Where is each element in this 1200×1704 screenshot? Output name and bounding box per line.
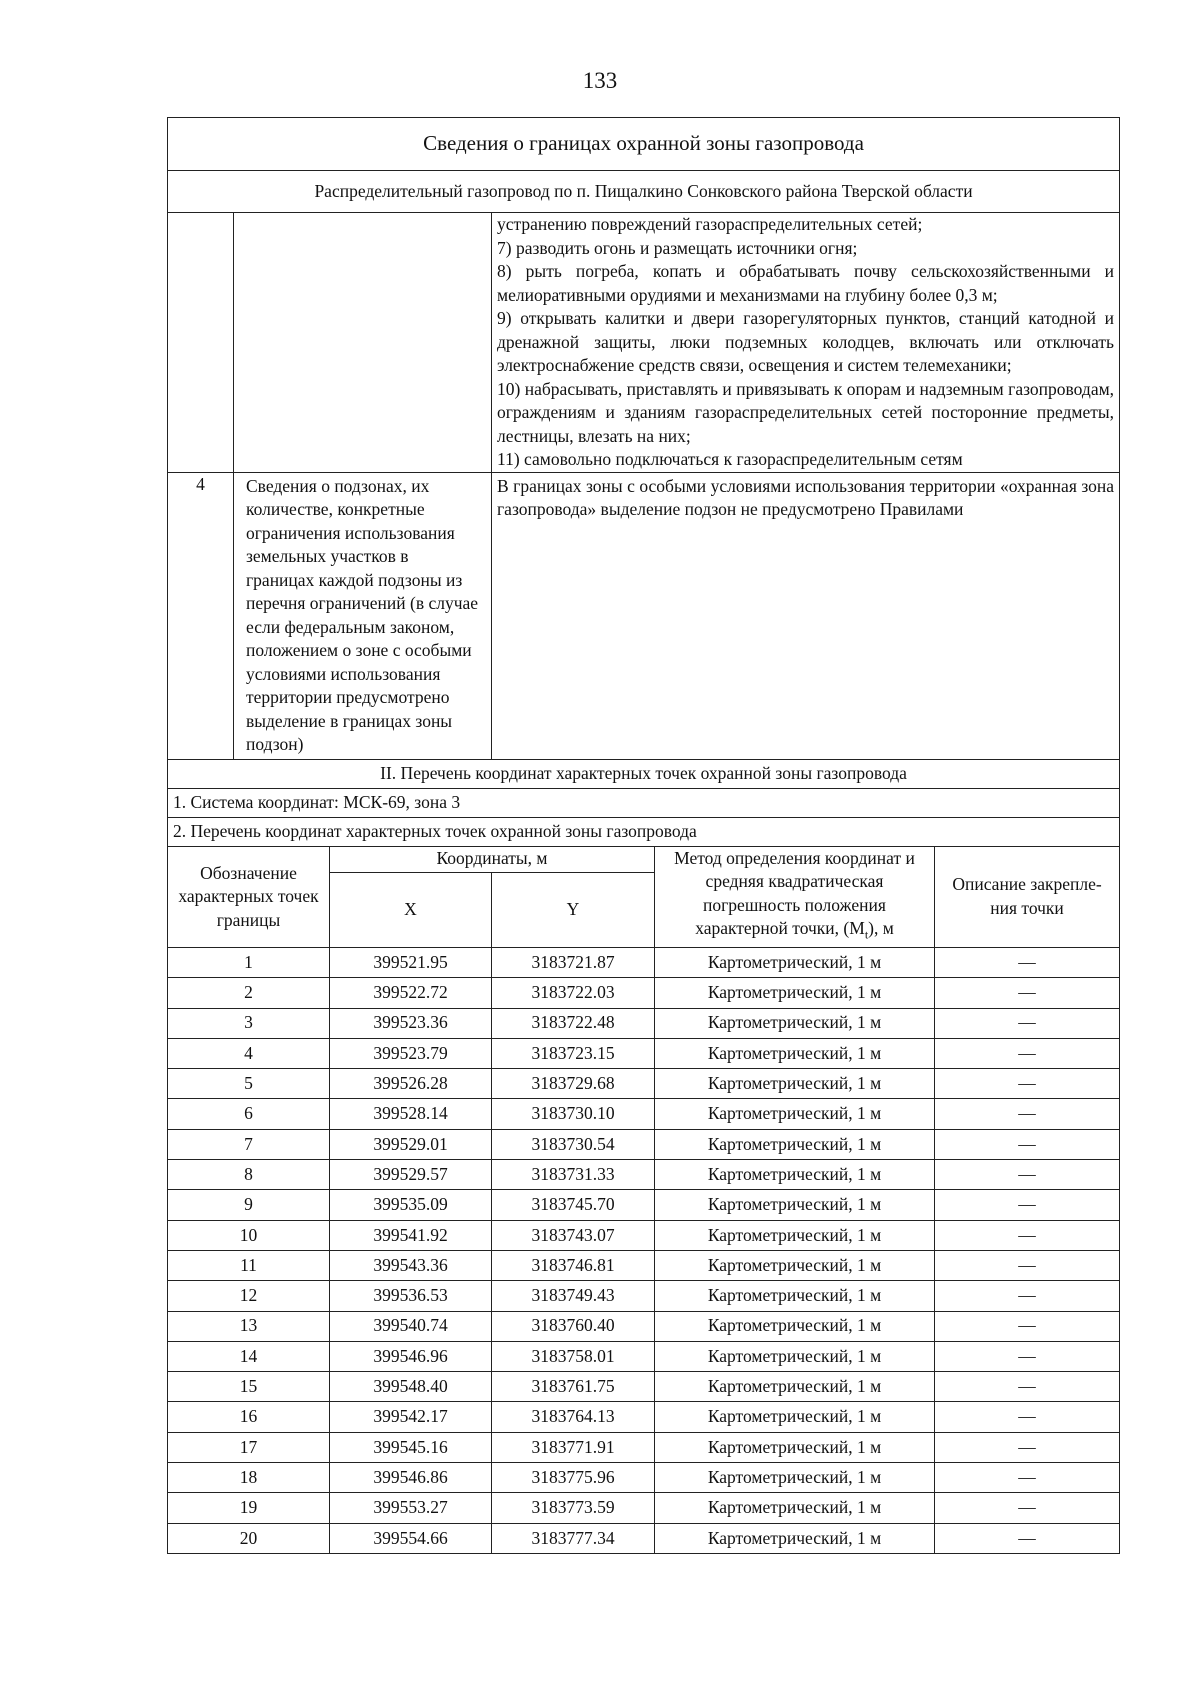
description: — [935, 1190, 1120, 1220]
description: — [935, 948, 1120, 978]
coord-x: 399529.01 [330, 1129, 492, 1159]
point-number: 18 [168, 1463, 330, 1493]
restriction-line: 10) набрасывать, приставлять и привязывать к опорам и надземным газопроводам, ограждениям и зданиям газораспределительных сетей посторонние предметы, лестницы, влезать на них; [497, 378, 1115, 446]
method: Картометрический, 1 м [655, 1160, 935, 1190]
point-number: 11 [168, 1250, 330, 1280]
method: Картометрический, 1 м [655, 1311, 935, 1341]
coord-header-row [168, 846, 1120, 873]
point-number: 1 [168, 948, 330, 978]
coord-y: 3183722.48 [492, 1008, 655, 1038]
method: Картометрический, 1 м [655, 1341, 935, 1371]
point-number: 3 [168, 1008, 330, 1038]
method: Картометрический, 1 м [655, 1129, 935, 1159]
description: — [935, 1432, 1120, 1462]
table-row [168, 1190, 1120, 1220]
method: Картометрический, 1 м [655, 948, 935, 978]
coord-y: 3183771.91 [492, 1432, 655, 1462]
restriction-line: 9) открывать калитки и двери газорегуляторных пунктов, станций катодной и дренажной защиты, люки подземных колодцев, включать или отключать электроснабжение средств связи, освещения и систем телемеханики; [497, 308, 1115, 375]
description: — [935, 1463, 1120, 1493]
title-row [168, 118, 1120, 171]
coord-y: 3183722.03 [492, 978, 655, 1008]
coord-x: 399553.27 [330, 1493, 492, 1523]
coord-x: 399529.57 [330, 1160, 492, 1190]
table-row [168, 1250, 1120, 1280]
point-number: 10 [168, 1220, 330, 1250]
table-row [168, 1432, 1120, 1462]
table-row [168, 1311, 1120, 1341]
description: — [935, 1038, 1120, 1068]
method: Картометрический, 1 м [655, 1493, 935, 1523]
coord-x: 399545.16 [330, 1432, 492, 1462]
method: Картометрический, 1 м [655, 978, 935, 1008]
description: — [935, 1341, 1120, 1371]
method: Картометрический, 1 м [655, 1372, 935, 1402]
description: — [935, 1008, 1120, 1038]
coord-y: 3183743.07 [492, 1220, 655, 1250]
point-number: 19 [168, 1493, 330, 1523]
continued-row-number [168, 213, 234, 473]
table-row [168, 1523, 1120, 1553]
description: — [935, 1372, 1120, 1402]
restriction-line: 11) самовольно подключаться к газораспределительным сетям [497, 449, 963, 469]
method: Картометрический, 1 м [655, 1008, 935, 1038]
point-number: 16 [168, 1402, 330, 1432]
point-number: 2 [168, 978, 330, 1008]
coord-y: 3183758.01 [492, 1341, 655, 1371]
coord-x: 399546.96 [330, 1341, 492, 1371]
row-4 [168, 472, 1120, 759]
section-2-row [168, 759, 1120, 788]
coord-y: 3183745.70 [492, 1190, 655, 1220]
coord-x: 399528.14 [330, 1099, 492, 1129]
table-row [168, 1008, 1120, 1038]
protection-zone-table [167, 117, 1120, 1554]
subtitle-row [168, 171, 1120, 213]
description: — [935, 1402, 1120, 1432]
point-number: 5 [168, 1069, 330, 1099]
coord-y: 3183730.54 [492, 1129, 655, 1159]
coord-y: 3183730.10 [492, 1099, 655, 1129]
continued-row-content [492, 213, 1120, 473]
point-number: 6 [168, 1099, 330, 1129]
coord-y: 3183775.96 [492, 1463, 655, 1493]
method: Картометрический, 1 м [655, 1069, 935, 1099]
table-row [168, 1402, 1120, 1432]
description: — [935, 978, 1120, 1008]
method: Картометрический, 1 м [655, 1523, 935, 1553]
table-row [168, 1493, 1120, 1523]
header-method-tail: ), м [868, 918, 894, 938]
coord-y: 3183723.15 [492, 1038, 655, 1068]
row-4-label: Сведения о подзонах, их количестве, конкретные ограничения использования земельных участков в границах каждой подзоны из перечня ограничений (в случае если федеральным законом, положением о зоне с особыми условиями использования территории предусмотрено выделение в границах зоны подзон) [234, 472, 492, 759]
description: — [935, 1250, 1120, 1280]
description: — [935, 1129, 1120, 1159]
coord-x: 399540.74 [330, 1311, 492, 1341]
coord-y: 3183777.34 [492, 1523, 655, 1553]
coord-y: 3183749.43 [492, 1281, 655, 1311]
description: — [935, 1220, 1120, 1250]
coord-x: 399526.28 [330, 1069, 492, 1099]
description: — [935, 1493, 1120, 1523]
method: Картометрический, 1 м [655, 1432, 935, 1462]
coord-y: 3183721.87 [492, 948, 655, 978]
table-row [168, 1038, 1120, 1068]
table-title: Сведения о границах охранной зоны газопровода [168, 118, 1120, 171]
restriction-line: 7) разводить огонь и размещать источники огня; [497, 237, 858, 258]
table-row [168, 978, 1120, 1008]
list-title-row [168, 817, 1120, 846]
coord-y: 3183731.33 [492, 1160, 655, 1190]
coord-x: 399523.79 [330, 1038, 492, 1068]
description: — [935, 1523, 1120, 1553]
description: — [935, 1160, 1120, 1190]
header-coords: Координаты, м [330, 846, 655, 873]
restriction-line: устранению повреждений газораспределительных сетей; [497, 214, 923, 234]
row-4-content: В границах зоны с особыми условиями использования территории «охранная зона газопровода» выделение подзон не предусмотрено Правилами [492, 472, 1120, 759]
point-number: 14 [168, 1341, 330, 1371]
page-number: 133 [582, 68, 618, 93]
coord-y: 3183746.81 [492, 1250, 655, 1280]
coord-system-row [168, 788, 1120, 817]
method: Картометрический, 1 м [655, 1250, 935, 1280]
header-description: Описание закрепле-ния точки [935, 846, 1120, 948]
description: — [935, 1311, 1120, 1341]
table-row [168, 1160, 1120, 1190]
row-4-number: 4 [168, 472, 234, 759]
table-subtitle: Распределительный газопровод по п. Пищалкино Сонковского района Тверской области [168, 171, 1120, 213]
coord-x: 399535.09 [330, 1190, 492, 1220]
coord-x: 399542.17 [330, 1402, 492, 1432]
header-method-text: Метод определения координат и средняя квадратическая погрешность положения характерной точки, (M [674, 847, 915, 938]
method: Картометрический, 1 м [655, 1099, 935, 1129]
description: — [935, 1099, 1120, 1129]
coord-x: 399546.86 [330, 1463, 492, 1493]
table-row [168, 948, 1120, 978]
table-row [168, 1341, 1120, 1371]
table-row [168, 1069, 1120, 1099]
method: Картометрический, 1 м [655, 1038, 935, 1068]
coord-x: 399541.92 [330, 1220, 492, 1250]
restriction-line: 8) рыть погреба, копать и обрабатывать почву сельскохозяйственными и мелиоративными орудиями и механизмами на глубину более 0,3 м; [497, 261, 1115, 305]
header-method [655, 846, 935, 948]
continued-row [168, 213, 1120, 473]
method: Картометрический, 1 м [655, 1190, 935, 1220]
coord-y: 3183773.59 [492, 1493, 655, 1523]
point-number: 15 [168, 1372, 330, 1402]
description: — [935, 1281, 1120, 1311]
coord-x: 399522.72 [330, 978, 492, 1008]
header-y: Y [492, 873, 655, 948]
coord-system: 1. Система координат: МСК-69, зона 3 [168, 788, 1120, 817]
table-row [168, 1463, 1120, 1493]
point-number: 4 [168, 1038, 330, 1068]
point-number: 20 [168, 1523, 330, 1553]
coord-x: 399523.36 [330, 1008, 492, 1038]
point-number: 9 [168, 1190, 330, 1220]
coord-list-title: 2. Перечень координат характерных точек охранной зоны газопровода [168, 817, 1120, 846]
coord-x: 399554.66 [330, 1523, 492, 1553]
point-number: 8 [168, 1160, 330, 1190]
table-row [168, 1129, 1120, 1159]
point-number: 12 [168, 1281, 330, 1311]
method: Картометрический, 1 м [655, 1402, 935, 1432]
coord-y: 3183729.68 [492, 1069, 655, 1099]
table-row [168, 1220, 1120, 1250]
description: — [935, 1069, 1120, 1099]
coord-y: 3183760.40 [492, 1311, 655, 1341]
header-x: X [330, 873, 492, 948]
method: Картометрический, 1 м [655, 1220, 935, 1250]
table-row [168, 1281, 1120, 1311]
point-number: 7 [168, 1129, 330, 1159]
coord-x: 399521.95 [330, 948, 492, 978]
section-2-title: II. Перечень координат характерных точек охранной зоны газопровода [168, 759, 1120, 788]
coord-x: 399543.36 [330, 1250, 492, 1280]
coord-x: 399536.53 [330, 1281, 492, 1311]
table-row [168, 1099, 1120, 1129]
header-method-sub: t [864, 927, 869, 942]
point-number: 17 [168, 1432, 330, 1462]
coord-y: 3183764.13 [492, 1402, 655, 1432]
continued-row-label [234, 213, 492, 473]
method: Картометрический, 1 м [655, 1463, 935, 1493]
table-row [168, 1372, 1120, 1402]
header-point: Обозначение характерных точек границы [168, 846, 330, 948]
point-number: 13 [168, 1311, 330, 1341]
coord-x: 399548.40 [330, 1372, 492, 1402]
coord-y: 3183761.75 [492, 1372, 655, 1402]
method: Картометрический, 1 м [655, 1281, 935, 1311]
